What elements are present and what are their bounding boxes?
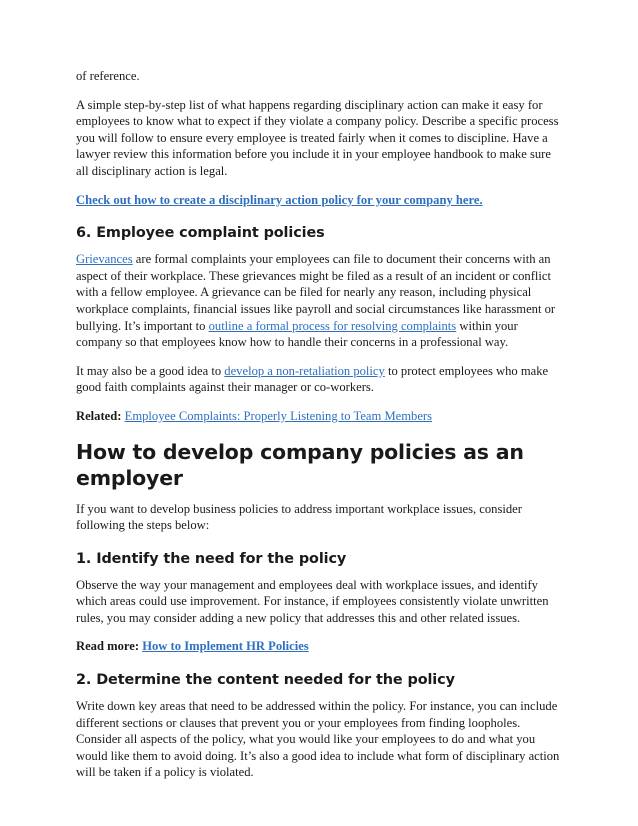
document-page <box>76 68 566 793</box>
disciplinary-policy-link[interactable]: Check out how to create a disciplinary action policy for your company here. <box>76 192 483 207</box>
employee-complaints-link[interactable]: Employee Complaints: Properly Listening to Team Members <box>124 408 433 423</box>
heading-step-2: 2. Determine the content needed for the policy <box>76 672 455 689</box>
resolving-complaints-link[interactable]: outline a formal process for resolving complaints <box>208 318 457 333</box>
non-retaliation-link[interactable]: develop a non-retaliation policy <box>224 363 385 378</box>
paragraph-step-1: Observe the way your management and employees deal with workplace issues, and identify which areas could use improvement. For instance, if employees consistently violate unwritten rules, you may consider adding a new policy that addresses this and other related issues. <box>76 577 549 625</box>
paragraph-retaliation <box>76 363 566 396</box>
related-label: Related: <box>76 408 125 423</box>
heading-develop-policies: How to develop company policies as an employer <box>76 439 524 490</box>
heading-employee-complaint: 6. Employee complaint policies <box>76 225 325 242</box>
paragraph-disciplinary: A simple step-by-step list of what happens regarding disciplinary action can make it easy for employees to know what to expect if they violate a company policy. Describe a specific process you will follow to ensure every employee is treated fairly when it comes to discipline. Have a lawyer review this information before you include it in your employee handbook to make sure all disciplinary action is legal. <box>76 97 559 178</box>
paragraph-intro: If you want to develop business policies to address important workplace issues, consider following the steps below: <box>76 501 522 533</box>
read-more-label: Read more: <box>76 639 143 654</box>
paragraph-related <box>76 408 566 425</box>
implement-hr-policies-link[interactable]: How to Implement HR Policies <box>142 639 309 654</box>
heading-step-1: 1. Identify the need for the policy <box>76 550 347 567</box>
paragraph-grievances <box>76 251 566 351</box>
paragraph-reference: of reference. <box>76 69 140 83</box>
retaliation-text-1: It may also be a good idea to <box>76 363 225 378</box>
paragraph-step-2: Write down key areas that need to be addressed within the policy. For instance, you can include different sections or clauses that prevent you or your employees from finding loopholes. Consider all aspects of the policy, what you would like your employees to do and what you would like them to avoid doing. It’s also a good idea to include what form of disciplinary action will be taken if a policy is violated. <box>76 699 560 780</box>
retaliation-text-2: to protect employees who make good faith complaints against their manager or co-workers. <box>76 363 549 395</box>
grievances-text-2: within your company so that employees know how to handle their concerns in a professional way. <box>76 318 518 350</box>
paragraph-disciplinary-link <box>76 192 566 209</box>
grievances-link[interactable]: Grievances <box>76 252 133 267</box>
grievances-text-1: are formal complaints your employees can file to document their concerns with an aspect of their workplace. These grievances might be filed as a result of an incident or conflict with a fellow employee. A grievance can be filed for nearly any reason, including physical workplace complaints, financial issues like payroll and social circumstances like harassment or bullying. It’s important to <box>76 252 556 333</box>
paragraph-read-more <box>76 638 566 655</box>
